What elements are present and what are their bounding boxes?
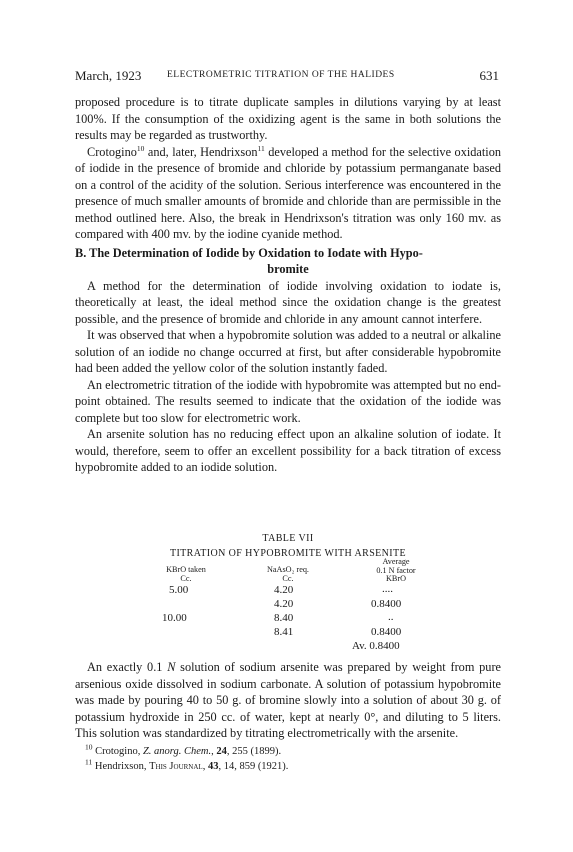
table-average: Av. 0.8400 (352, 640, 400, 652)
cell-naaso2-4: 8.41 (274, 626, 294, 638)
cell-naaso2-2: 4.20 (274, 598, 294, 610)
paragraph-1: proposed procedure is to titrate duplicate samples in dilutions varying by at least 100%. If the consumption of the oxidizing agent is the same in both solutions the results may be regarded as trustworthy. (75, 95, 501, 142)
paragraph-2: Crotogino$^{10}$ and, later, Hendrixson$^{11}$ developed a method for the selective oxidation of iodide in the presence of bromide and chloride by potassium permanganate based on a control of the acidity of the solution. Serious interference was encountered in the presence of much smaller amounts of bromide and chloride than are permissible in the method outlined here. Also, the break in Hendrixson's titration was only 160 mv. as compared with 400 mv. by the iodine cyanide method. (75, 143, 501, 241)
cell-factor-3: .. (388, 611, 394, 623)
paragraph-7: An exactly 0.1 N solution of sodium arsenite was prepared by weight from pure arsenious oxide dissolved in sodium carbonate. A solution of potassium hypobromite was made by pouring 40 to 50 g. of bromine slowly into a solution of about 30 g. of potassium hydroxide in 250 cc. of water, kept at nearly 0°, and diluting to 5 liters. This solution was standardized by titrating electrometrically with the arsenite. (75, 660, 501, 740)
running-header (75, 68, 501, 84)
table-number: TABLE VII (262, 533, 314, 544)
lower-text (75, 659, 501, 774)
paragraph-5: An electrometric titration of the iodide with hypobromite was attempted but no end-point obtained. The results seemed to indicate that the oxidation of the iodide was complete but too slow for electrometric work. (75, 377, 501, 425)
paragraph-6: An arsenite solution has no reducing effect upon an alkaline solution of iodate. It would, therefore, seem to offer an excellent possibility for a back titration of excess hypobromite added to an iodide solution. (75, 427, 501, 474)
col-header-factor: Average 0.1 N factor KBrO (376, 557, 416, 583)
cell-kbro-3: 10.00 (162, 612, 187, 624)
paragraph-3: A method for the determination of iodide involving oxidation to iodate is, theoretically at least, the ideal method since the oxidation change is the greatest possible, and the presence of bromide and chloride in any amount cannot interfere. (75, 278, 501, 326)
section-heading-line-2: bromite (267, 262, 309, 276)
table-title: TITRATION OF HYPOBROMITE WITH ARSENITE (169, 548, 407, 559)
col-header-kbro: KBrO taken Cc. (166, 565, 206, 583)
footnote-ref-10: 10 (136, 143, 145, 153)
header-date: March, 1923 (75, 68, 142, 83)
footnote-11: $^{11}$ Hendrixson, This Journal, 43, 14, 859 (1921). (85, 757, 289, 772)
section-heading (75, 245, 501, 278)
footnote-ref-11: 11 (257, 143, 265, 153)
cell-factor-4: 0.8400 (371, 626, 402, 638)
col-header-naaso2: NaAsO₂ req. Cc. (267, 565, 309, 583)
header-title: ELECTROMETRIC TITRATION OF THE HALIDES (167, 70, 395, 80)
upper-text (75, 94, 501, 476)
section-heading-line-1: B. The Determination of Iodide by Oxidation to Iodate with Hypo- (75, 245, 423, 260)
cell-naaso2-3: 8.40 (274, 612, 294, 624)
cell-kbro-1: 5.00 (169, 584, 189, 596)
footnotes (75, 744, 501, 774)
page-number: 631 (479, 68, 499, 83)
cell-naaso2-1: 4.20 (274, 584, 294, 596)
cell-factor-2: 0.8400 (371, 598, 402, 610)
cell-factor-1: .... (382, 583, 393, 595)
footnote-10: $^{10}$ Crotogino, Z. anorg. Chem., 24, 255 (1899). (85, 742, 282, 757)
paragraph-4: It was observed that when a hypobromite solution was added to a neutral or alkaline solution of an iodide no change occurred at first, but after considerable hypobromite had been added the yellow color of the solution instantly faded. (75, 328, 501, 375)
